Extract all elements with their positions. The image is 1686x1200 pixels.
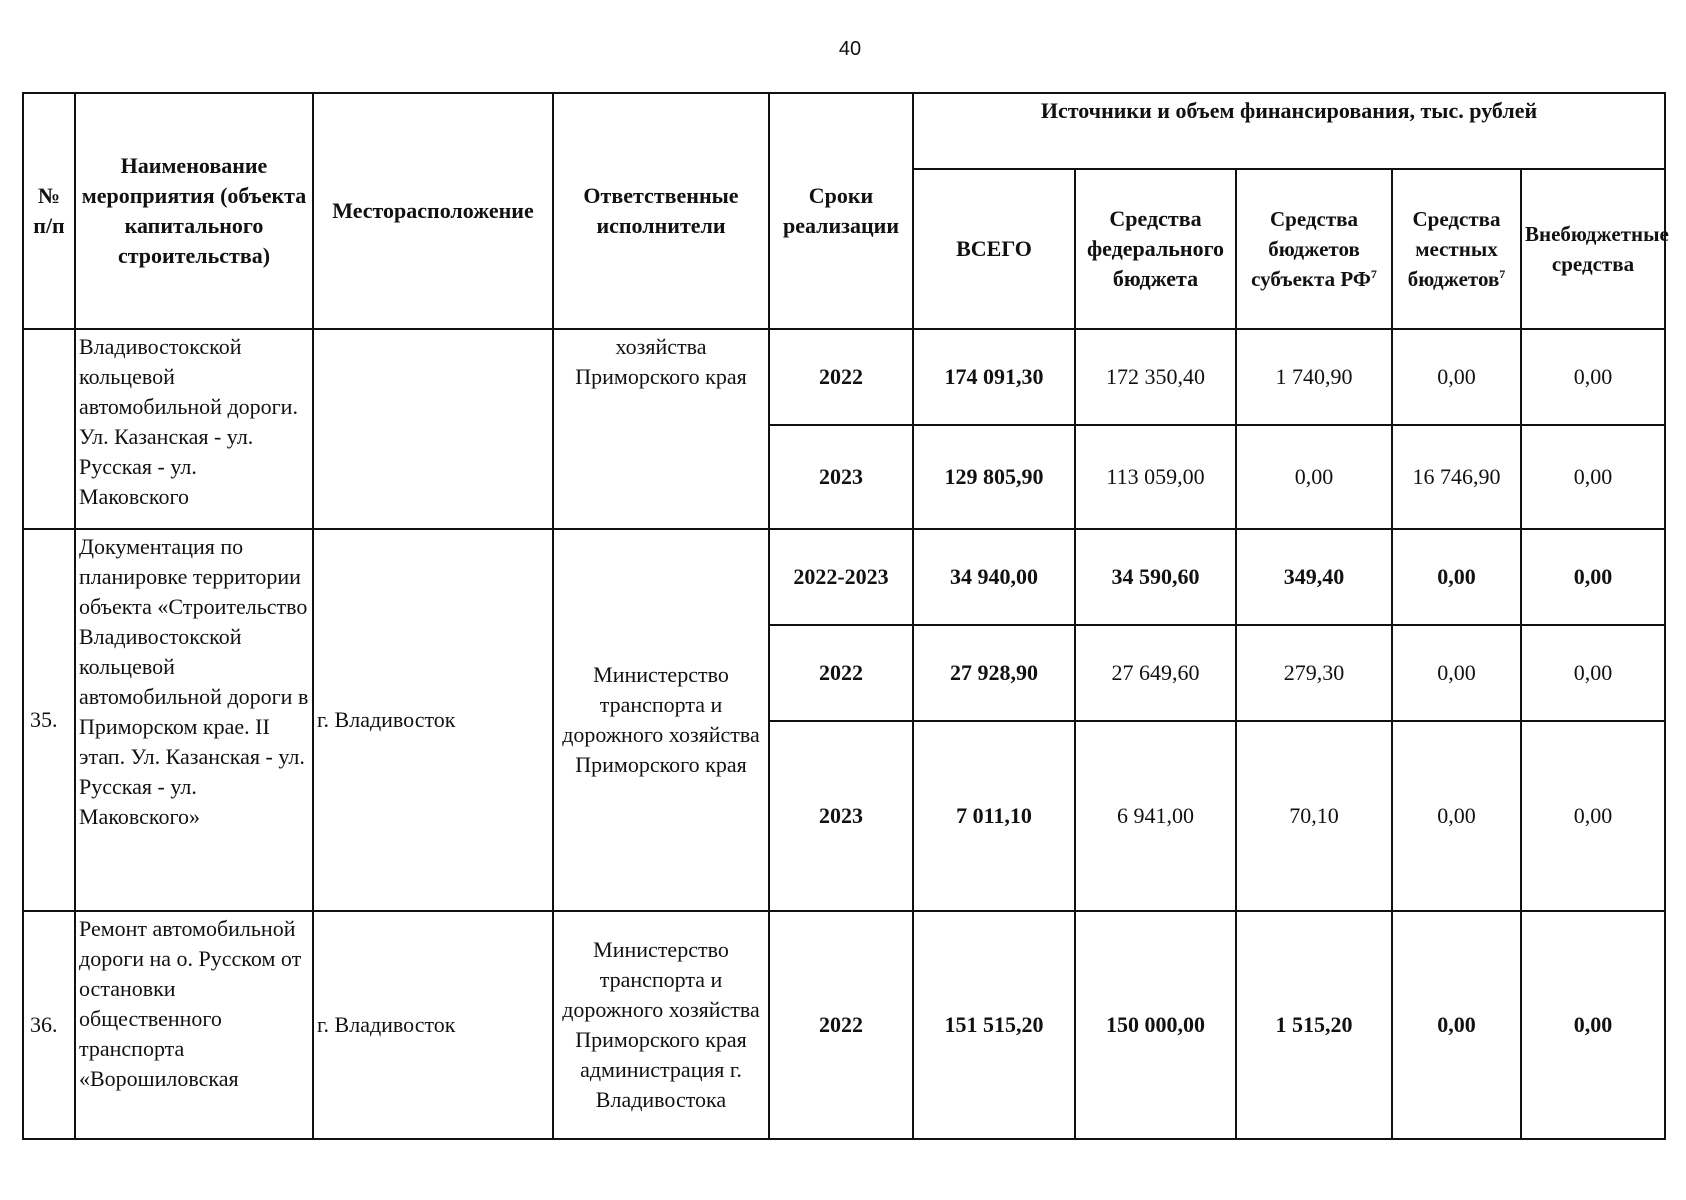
header-total: ВСЕГО	[913, 169, 1075, 329]
cell-regional: 1 740,90	[1236, 329, 1392, 425]
header-federal: Средства федерального бюджета	[1075, 169, 1236, 329]
row-number: 36.	[23, 911, 75, 1139]
cell-period: 2022	[769, 329, 913, 425]
row-executors: Министерство транспорта и дорожного хозяйства Приморского края администрация г. Владивостока	[553, 911, 769, 1139]
cell-period: 2022-2023	[769, 529, 913, 625]
row-name: Ремонт автомобильной дороги на о. Русском от остановки общественного транспорта «Ворошиловская	[75, 911, 313, 1139]
cell-extra: 0,00	[1521, 625, 1665, 721]
cell-total: 27 928,90	[913, 625, 1075, 721]
funding-table	[22, 92, 1669, 1140]
cell-period: 2022	[769, 911, 913, 1139]
header-name: Наименование мероприятия (объекта капитального строительства)	[75, 93, 313, 329]
header-extra: Внебюджетные средства	[1521, 169, 1665, 329]
cell-federal: 27 649,60	[1075, 625, 1236, 721]
cell-extra: 0,00	[1521, 425, 1665, 529]
cell-total: 129 805,90	[913, 425, 1075, 529]
row-executors: Министерство транспорта и дорожного хозяйства Приморского края	[553, 529, 769, 911]
cell-extra: 0,00	[1521, 529, 1665, 625]
cell-federal: 150 000,00	[1075, 911, 1236, 1139]
cell-total: 174 091,30	[913, 329, 1075, 425]
cell-local: 16 746,90	[1392, 425, 1521, 529]
row-number: 35.	[23, 529, 75, 911]
header-local: Средства местных бюджетов$^7$	[1392, 169, 1521, 329]
table-row	[23, 911, 1665, 1139]
header-no: № п/п	[23, 93, 75, 329]
table-row	[23, 529, 1665, 625]
cell-local: 0,00	[1392, 721, 1521, 911]
header-regional: Средства бюджетов субъекта $РФ^7$	[1236, 169, 1392, 329]
row-location: г. Владивосток	[313, 529, 553, 911]
cell-local: 0,00	[1392, 625, 1521, 721]
cell-federal: 6 941,00	[1075, 721, 1236, 911]
cell-period: 2023	[769, 721, 913, 911]
header-executors: Ответственные исполнители	[553, 93, 769, 329]
row-name: Документация по планировке территории объекта «Строительство Владивостокской кольцевой автомобильной дороги в Приморском крае. II этап. Ул. Казанская - ул. Русская - ул. Маковского»	[75, 529, 313, 911]
cell-local: 0,00	[1392, 911, 1521, 1139]
cell-regional: 1 515,20	[1236, 911, 1392, 1139]
table-row	[23, 329, 1665, 425]
row-executors: хозяйства Приморского края	[553, 329, 769, 529]
cell-period: 2023	[769, 425, 913, 529]
cell-extra: 0,00	[1521, 721, 1665, 911]
row-name: Владивостокской кольцевой автомобильной дороги. Ул. Казанская - ул. Русская - ул. Маковского	[75, 329, 313, 529]
cell-regional: 349,40	[1236, 529, 1392, 625]
cell-total: 151 515,20	[913, 911, 1075, 1139]
header-funding-group: Источники и объем финансирования, тыс. рублей	[913, 93, 1665, 169]
cell-local: 0,00	[1392, 329, 1521, 425]
cell-regional: 0,00	[1236, 425, 1392, 529]
row-number	[23, 329, 75, 529]
cell-regional: 279,30	[1236, 625, 1392, 721]
cell-total: 34 940,00	[913, 529, 1075, 625]
cell-extra: 0,00	[1521, 911, 1665, 1139]
header-location: Месторасположение	[313, 93, 553, 329]
cell-total: 7 011,10	[913, 721, 1075, 911]
page-number: 40	[838, 38, 862, 60]
cell-regional: 70,10	[1236, 721, 1392, 911]
cell-period: 2022	[769, 625, 913, 721]
row-location: г. Владивосток	[313, 911, 553, 1139]
cell-federal: 34 590,60	[1075, 529, 1236, 625]
cell-extra: 0,00	[1521, 329, 1665, 425]
cell-federal: 172 350,40	[1075, 329, 1236, 425]
cell-local: 0,00	[1392, 529, 1521, 625]
row-location	[313, 329, 553, 529]
header-period: Сроки реализации	[769, 93, 913, 329]
cell-federal: 113 059,00	[1075, 425, 1236, 529]
